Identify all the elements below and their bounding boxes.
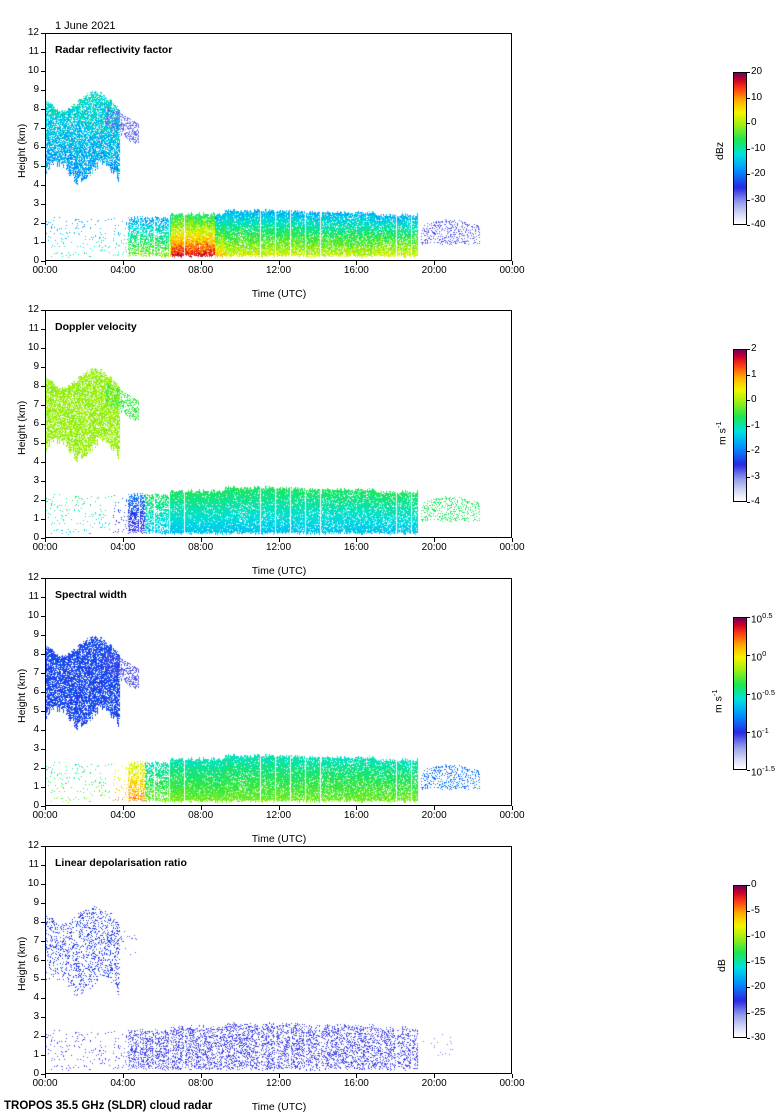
y-tick-label: 1 [33, 513, 39, 524]
y-tick-label: 10 [27, 65, 39, 76]
colorbar-tick-label: -10 [751, 930, 766, 941]
x-axis-label-1: Time (UTC) [251, 288, 307, 300]
colorbar-tick-mark [747, 200, 750, 201]
colorbar-tick-label: $10^{-1}$ [751, 725, 769, 741]
plot-area-4 [45, 846, 512, 1074]
x-tick-mark [201, 261, 202, 265]
colorbar-tick-label: -30 [751, 193, 766, 205]
x-tick-label: 20:00 [421, 265, 447, 276]
x-tick-mark [512, 261, 513, 265]
y-tick-label: 11 [28, 46, 39, 57]
y-tick-mark [41, 998, 45, 999]
y-tick-mark [41, 310, 45, 311]
colorbar-4 [733, 885, 747, 1038]
colorbar-tick-mark [747, 911, 750, 912]
y-tick-mark [41, 386, 45, 387]
x-tick-label: 16:00 [343, 542, 369, 553]
x-tick-mark [434, 806, 435, 810]
panel-title-1: Radar reflectivity factor [55, 44, 173, 56]
y-tick-mark [41, 223, 45, 224]
colorbar-gradient-3 [734, 618, 746, 769]
y-tick-label: 12 [27, 572, 39, 583]
x-tick-label: 12:00 [265, 542, 292, 553]
x-tick-mark [434, 1074, 435, 1078]
y-tick-label: 11 [28, 859, 39, 870]
x-tick-label: 20:00 [421, 542, 447, 553]
x-axis-label-2: Time (UTC) [251, 565, 307, 577]
colorbar-tick-mark [747, 1013, 750, 1014]
y-tick-label: 1 [33, 236, 39, 247]
y-tick-mark [41, 922, 45, 923]
y-tick-mark [41, 635, 45, 636]
y-tick-label: 4 [33, 456, 39, 467]
plot-area-3 [45, 578, 512, 806]
x-tick-label: 20:00 [421, 810, 447, 821]
colorbar-tick-label: 1 [751, 368, 757, 380]
heatmap-canvas-2 [46, 311, 511, 537]
colorbar-tick-mark [747, 174, 750, 175]
y-tick-label: 11 [28, 323, 39, 334]
y-tick-mark [41, 597, 45, 598]
y-tick-label: 2 [33, 1030, 39, 1041]
y-tick-mark [41, 424, 45, 425]
y-tick-mark [41, 500, 45, 501]
y-tick-label: 0 [33, 255, 39, 266]
y-tick-mark [41, 1036, 45, 1037]
y-tick-label: 3 [33, 475, 39, 486]
x-tick-label: 04:00 [110, 542, 136, 553]
colorbar-tick-mark [747, 987, 750, 988]
y-tick-mark [41, 462, 45, 463]
colorbar-gradient-1 [734, 73, 746, 224]
colorbar-tick-mark [747, 149, 750, 150]
x-tick-label: 00:00 [499, 542, 525, 553]
colorbar-tick-label: -25 [751, 1006, 766, 1018]
colorbar-tick-mark [747, 962, 750, 963]
x-tick-mark [45, 1074, 46, 1078]
y-tick-label: 10 [27, 342, 39, 353]
y-tick-mark [41, 1055, 45, 1056]
colorbar-tick-label: 0 [751, 117, 757, 128]
x-tick-mark [123, 806, 124, 810]
panel-title-2: Doppler velocity [55, 321, 137, 333]
colorbar-tick-mark [747, 936, 750, 937]
y-tick-label: 5 [33, 160, 39, 171]
colorbar-tick-mark [747, 770, 750, 771]
y-tick-mark [41, 52, 45, 53]
colorbar-tick-label: $10^{-1.5}$ [751, 764, 776, 779]
y-tick-mark [41, 673, 45, 674]
y-tick-label: 7 [33, 667, 39, 678]
footer-caption: TROPOS 35.5 GHz (SLDR) cloud radar [4, 1100, 213, 1112]
y-tick-label: 2 [33, 762, 39, 773]
colorbar-label-1: dBz [714, 141, 726, 160]
x-tick-label: 00:00 [499, 810, 525, 821]
plot-area-2 [45, 310, 512, 538]
x-tick-mark [356, 806, 357, 810]
colorbar-gradient-2 [734, 350, 746, 501]
plot-area-1 [45, 33, 512, 261]
colorbar-2 [733, 349, 747, 502]
y-tick-label: 9 [33, 629, 39, 640]
colorbar-label-2: m $s^{-1}$ [714, 421, 729, 445]
colorbar-tick-mark [747, 617, 750, 618]
y-tick-label: 12 [27, 304, 39, 315]
x-tick-mark [512, 1074, 513, 1078]
y-tick-mark [41, 90, 45, 91]
colorbar-tick-label: $10^0$ [751, 649, 767, 664]
colorbar-tick-label: 10 [751, 91, 763, 103]
x-tick-mark [356, 261, 357, 265]
x-tick-label: 00:00 [499, 265, 525, 276]
y-tick-mark [41, 242, 45, 243]
y-tick-mark [41, 711, 45, 712]
colorbar-tick-mark [747, 375, 750, 376]
y-tick-label: 0 [33, 800, 39, 811]
y-tick-label: 8 [33, 380, 39, 391]
colorbar-tick-mark [747, 502, 750, 503]
y-tick-label: 12 [27, 27, 39, 38]
colorbar-tick-label: -40 [751, 219, 766, 230]
x-tick-mark [45, 261, 46, 265]
x-tick-label: 08:00 [188, 265, 214, 276]
heatmap-canvas-3 [46, 579, 511, 805]
y-tick-mark [41, 348, 45, 349]
colorbar-tick-label: -1 [751, 419, 760, 431]
y-tick-label: 5 [33, 973, 39, 984]
y-tick-label: 9 [33, 84, 39, 95]
y-tick-mark [41, 109, 45, 110]
y-tick-label: 5 [33, 437, 39, 448]
colorbar-tick-mark [747, 349, 750, 350]
x-tick-mark [123, 261, 124, 265]
y-tick-mark [41, 903, 45, 904]
panel-title-3: Spectral width [55, 589, 127, 601]
y-axis-label-1: Height (km) [16, 123, 28, 178]
y-tick-mark [41, 128, 45, 129]
colorbar-tick-label: -3 [751, 470, 760, 482]
x-tick-label: 12:00 [265, 265, 292, 276]
y-tick-label: 1 [33, 781, 39, 792]
y-tick-mark [41, 749, 45, 750]
x-tick-mark [434, 261, 435, 265]
y-tick-mark [41, 329, 45, 330]
heatmap-canvas-1 [46, 34, 511, 260]
x-tick-label: 16:00 [343, 265, 369, 276]
x-tick-label: 16:00 [343, 1078, 369, 1089]
x-tick-label: 00:00 [32, 542, 58, 553]
colorbar-tick-label: -15 [751, 955, 766, 967]
y-tick-label: 9 [33, 897, 39, 908]
y-tick-label: 11 [28, 591, 39, 602]
x-tick-label: 00:00 [32, 265, 58, 276]
y-tick-label: 6 [33, 141, 39, 152]
colorbar-tick-label: -10 [751, 142, 766, 154]
y-tick-mark [41, 941, 45, 942]
colorbar-label-4: dB [716, 959, 728, 972]
y-tick-mark [41, 846, 45, 847]
y-tick-mark [41, 884, 45, 885]
y-tick-mark [41, 654, 45, 655]
colorbar-3 [733, 617, 747, 770]
colorbar-tick-label: $10^{0.5}$ [751, 611, 773, 626]
x-tick-label: 08:00 [188, 542, 214, 553]
x-axis-label-3: Time (UTC) [251, 833, 307, 845]
colorbar-tick-label: 0 [751, 879, 757, 890]
x-tick-label: 08:00 [188, 810, 214, 821]
x-tick-label: 04:00 [110, 810, 136, 821]
x-tick-mark [123, 538, 124, 542]
y-tick-mark [41, 204, 45, 205]
y-tick-label: 3 [33, 198, 39, 209]
x-tick-label: 20:00 [421, 1078, 447, 1089]
colorbar-tick-mark [747, 655, 750, 656]
y-tick-label: 8 [33, 916, 39, 927]
y-tick-mark [41, 578, 45, 579]
y-tick-label: 0 [33, 1068, 39, 1079]
y-tick-mark [41, 405, 45, 406]
x-tick-label: 12:00 [265, 810, 292, 821]
x-tick-mark [45, 538, 46, 542]
x-axis-label-4: Time (UTC) [251, 1101, 307, 1113]
y-tick-label: 6 [33, 686, 39, 697]
y-tick-label: 6 [33, 954, 39, 965]
y-tick-label: 4 [33, 992, 39, 1003]
y-tick-label: 2 [33, 217, 39, 228]
panel-title-4: Linear depolarisation ratio [55, 857, 187, 869]
y-tick-label: 10 [27, 878, 39, 889]
y-tick-mark [41, 33, 45, 34]
x-tick-mark [434, 538, 435, 542]
colorbar-tick-mark [747, 400, 750, 401]
colorbar-tick-mark [747, 477, 750, 478]
y-tick-mark [41, 185, 45, 186]
y-tick-label: 6 [33, 418, 39, 429]
y-tick-label: 4 [33, 179, 39, 190]
x-tick-mark [201, 538, 202, 542]
y-tick-mark [41, 979, 45, 980]
colorbar-tick-label: 2 [751, 343, 757, 354]
colorbar-tick-mark [747, 732, 750, 733]
x-tick-mark [279, 261, 280, 265]
y-tick-mark [41, 443, 45, 444]
x-tick-mark [279, 1074, 280, 1078]
colorbar-tick-mark [747, 98, 750, 99]
colorbar-tick-mark [747, 885, 750, 886]
y-tick-label: 7 [33, 399, 39, 410]
x-tick-mark [123, 1074, 124, 1078]
colorbar-label-3: m $s^{-1}$ [710, 689, 725, 713]
y-tick-label: 8 [33, 648, 39, 659]
x-tick-mark [45, 806, 46, 810]
y-axis-label-3: Height (km) [16, 668, 28, 723]
y-axis-label-4: Height (km) [16, 936, 28, 991]
y-tick-mark [41, 481, 45, 482]
y-tick-label: 3 [33, 1011, 39, 1022]
y-tick-label: 8 [33, 103, 39, 114]
x-tick-label: 00:00 [32, 1078, 58, 1089]
x-tick-mark [201, 806, 202, 810]
date-label: 1 June 2021 [55, 20, 116, 32]
y-tick-label: 0 [33, 532, 39, 543]
colorbar-1 [733, 72, 747, 225]
colorbar-tick-label: 20 [751, 66, 763, 77]
colorbar-tick-label: -30 [751, 1032, 766, 1043]
colorbar-tick-mark [747, 1038, 750, 1039]
colorbar-gradient-4 [734, 886, 746, 1037]
colorbar-tick-label: $10^{-0.5}$ [751, 687, 776, 702]
colorbar-tick-mark [747, 72, 750, 73]
colorbar-tick-label: -20 [751, 168, 766, 179]
y-tick-mark [41, 865, 45, 866]
x-tick-label: 12:00 [265, 1078, 292, 1089]
y-tick-mark [41, 960, 45, 961]
colorbar-tick-label: -5 [751, 904, 760, 916]
x-tick-mark [512, 538, 513, 542]
y-tick-mark [41, 787, 45, 788]
x-tick-mark [356, 1074, 357, 1078]
x-tick-mark [356, 538, 357, 542]
x-tick-mark [512, 806, 513, 810]
colorbar-tick-mark [747, 451, 750, 452]
colorbar-tick-mark [747, 123, 750, 124]
y-tick-mark [41, 616, 45, 617]
y-tick-mark [41, 367, 45, 368]
y-tick-mark [41, 147, 45, 148]
y-tick-label: 7 [33, 122, 39, 133]
x-tick-label: 16:00 [343, 810, 369, 821]
colorbar-tick-label: -4 [751, 496, 760, 507]
y-tick-mark [41, 768, 45, 769]
x-tick-label: 08:00 [188, 1078, 214, 1089]
y-axis-label-2: Height (km) [16, 400, 28, 455]
y-tick-label: 12 [27, 840, 39, 851]
colorbar-tick-mark [747, 225, 750, 226]
heatmap-canvas-4 [46, 847, 511, 1073]
y-tick-label: 10 [27, 610, 39, 621]
colorbar-tick-label: 0 [751, 394, 757, 405]
y-tick-mark [41, 730, 45, 731]
y-tick-label: 1 [33, 1049, 39, 1060]
y-tick-label: 7 [33, 935, 39, 946]
y-tick-mark [41, 692, 45, 693]
x-tick-mark [279, 806, 280, 810]
y-tick-mark [41, 519, 45, 520]
y-tick-label: 4 [33, 724, 39, 735]
colorbar-tick-mark [747, 694, 750, 695]
x-tick-label: 04:00 [110, 1078, 136, 1089]
x-tick-label: 04:00 [110, 265, 136, 276]
x-tick-mark [279, 538, 280, 542]
colorbar-tick-label: -20 [751, 981, 766, 992]
y-tick-mark [41, 71, 45, 72]
x-tick-mark [201, 1074, 202, 1078]
y-tick-label: 9 [33, 361, 39, 372]
x-tick-label: 00:00 [499, 1078, 525, 1089]
y-tick-label: 2 [33, 494, 39, 505]
colorbar-tick-label: -2 [751, 445, 760, 456]
colorbar-tick-mark [747, 426, 750, 427]
y-tick-mark [41, 166, 45, 167]
x-tick-label: 00:00 [32, 810, 58, 821]
y-tick-mark [41, 1017, 45, 1018]
y-tick-label: 5 [33, 705, 39, 716]
y-tick-label: 3 [33, 743, 39, 754]
